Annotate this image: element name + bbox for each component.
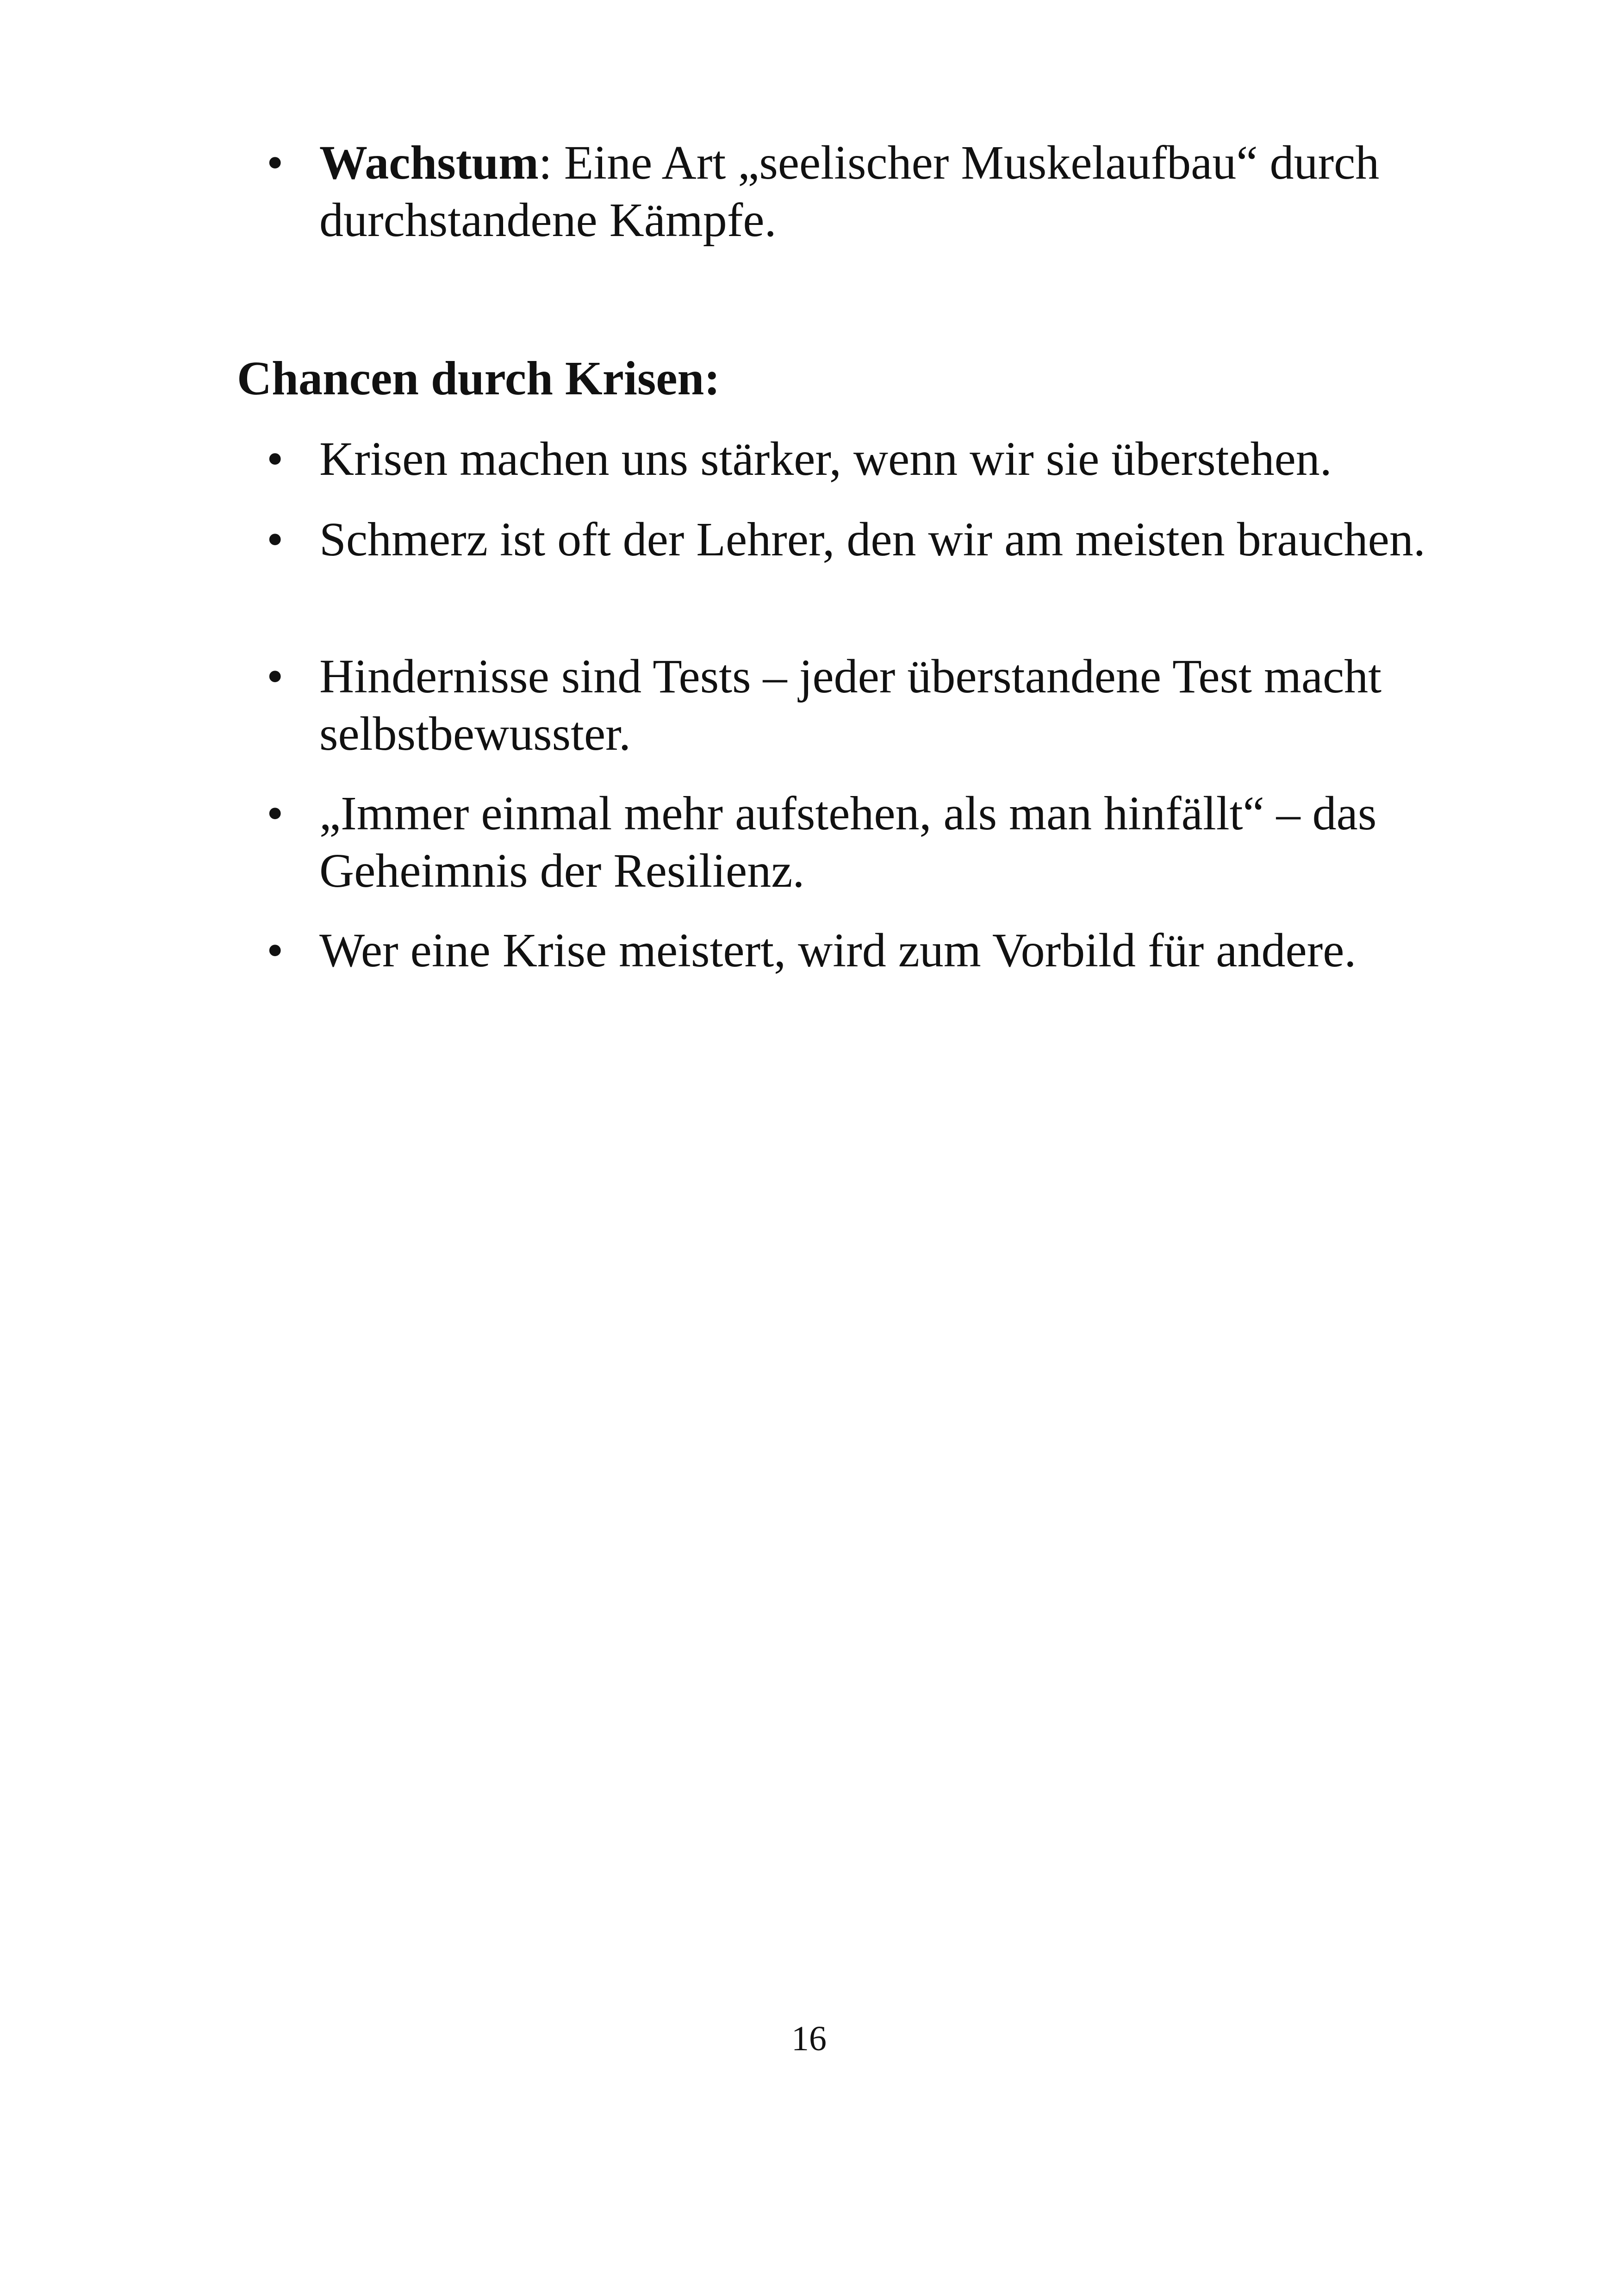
list-item-text: [319, 134, 1467, 249]
bullet-icon: •: [267, 787, 284, 840]
page-number: 16: [791, 2019, 827, 2058]
list-item-text: Wer eine Krise meistert, wird zum Vorbild für andere.: [319, 924, 1357, 977]
list-item-term: Wachstum: [319, 136, 539, 189]
bullet-icon: •: [267, 136, 284, 189]
bullet-icon: •: [267, 432, 284, 485]
list-item-text: Hindernisse sind Tests – jeder überstandene Test macht selbstbewusster.: [319, 650, 1382, 760]
list-item-body: : Eine Art „seelischer Muskelaufbau“ durch durchstandene Kämpfe.: [319, 136, 1380, 247]
list-item-text: Schmerz ist oft der Lehrer, den wir am meisten brauchen.: [319, 513, 1425, 566]
list-item-text: „Immer einmal mehr aufstehen, als man hinfällt“ – das Geheimnis der Resilienz.: [319, 787, 1377, 897]
list-item-text: Krisen machen uns stärker, wenn wir sie überstehen.: [319, 432, 1332, 485]
bullet-icon: •: [267, 924, 284, 977]
bullet-icon: •: [267, 513, 284, 566]
bullet-icon: •: [267, 650, 284, 703]
section-heading: Chancen durch Krisen:: [237, 352, 720, 405]
